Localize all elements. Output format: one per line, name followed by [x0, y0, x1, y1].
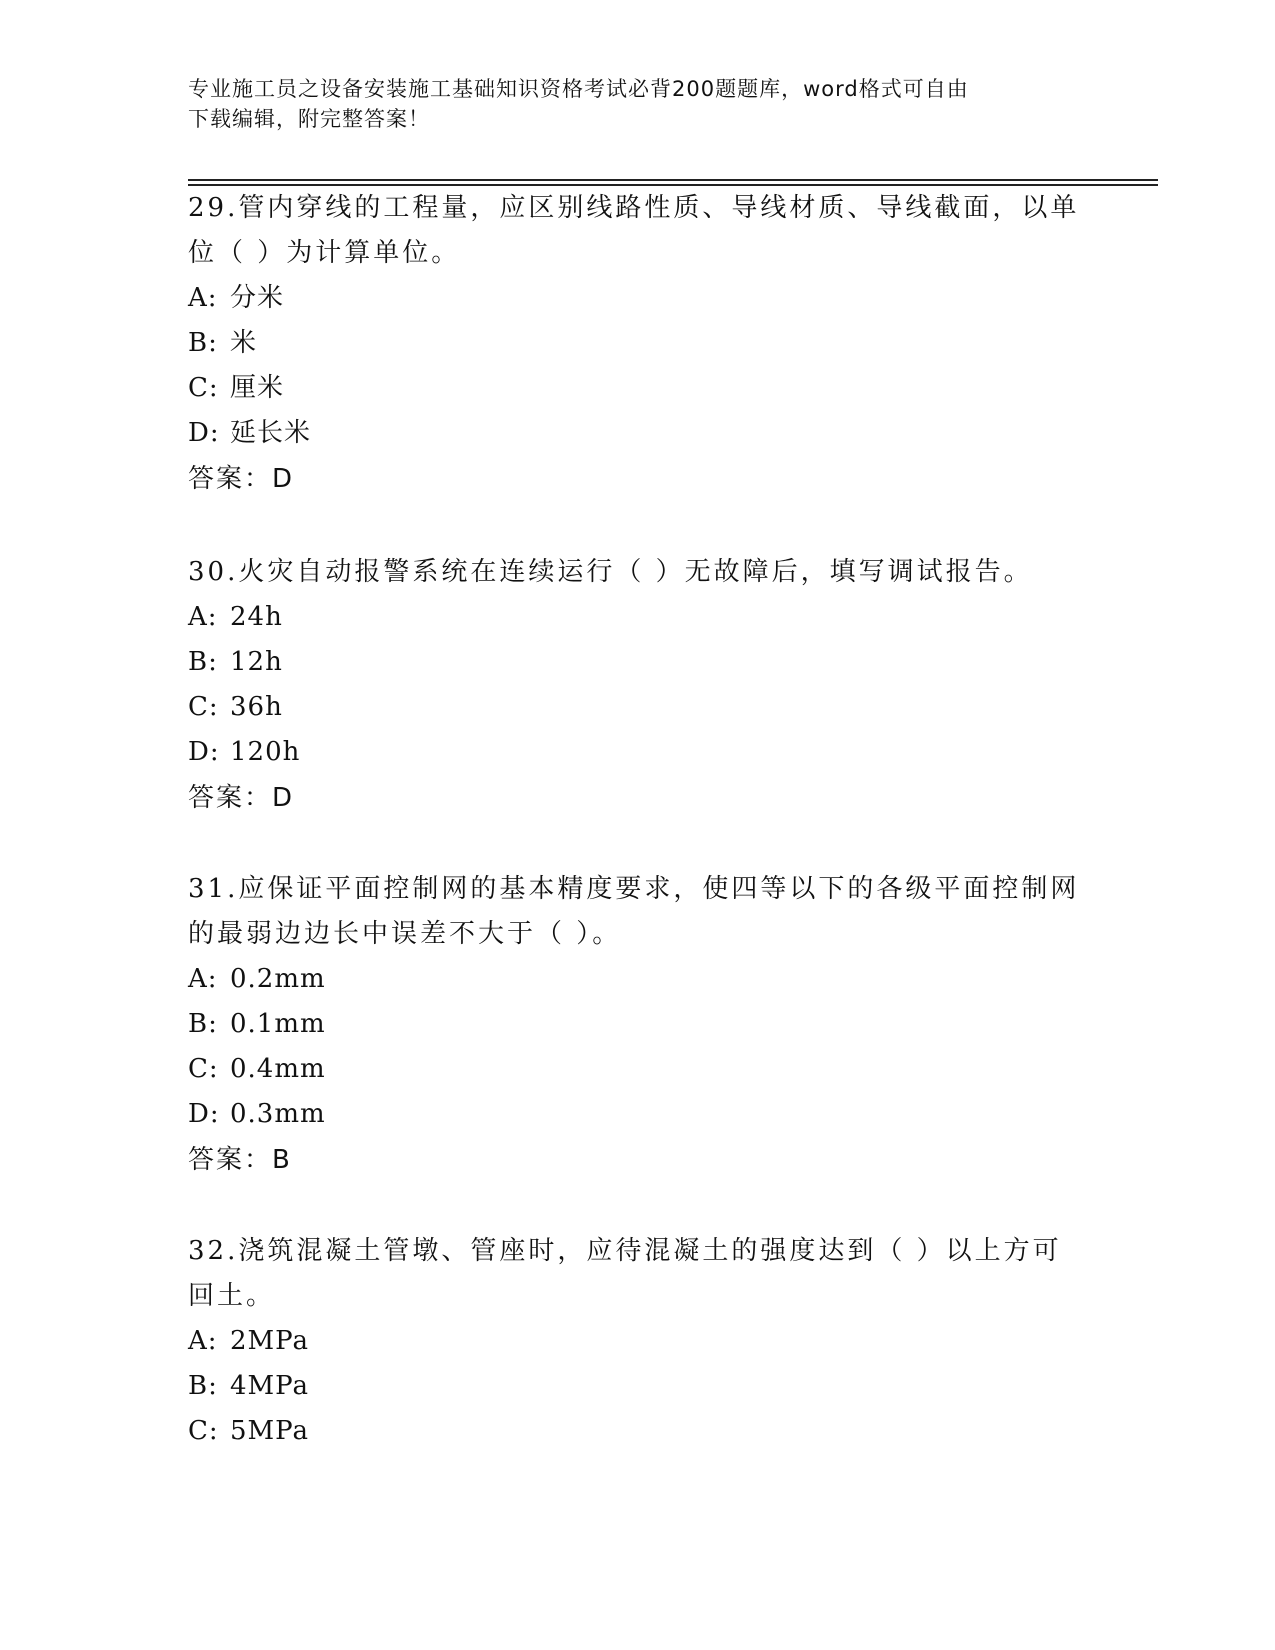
option-b: B: 12h — [188, 647, 283, 677]
option-c: C: 厘米 — [188, 373, 285, 403]
header-line-2: 下载编辑，附完整答案！ — [188, 107, 430, 131]
option-c: C: 5MPa — [188, 1416, 309, 1446]
question-text: 32.浇筑混凝土管墩、管座时，应待混凝土的强度达到（ ）以上方可 回土。 — [188, 1236, 1062, 1311]
answer: 答案：D — [188, 464, 295, 494]
document-header — [188, 74, 1088, 134]
option-a: A: 2MPa — [188, 1326, 309, 1356]
option-b: B: 米 — [188, 328, 258, 358]
option-c: C: 0.4mm — [188, 1054, 326, 1084]
question-text: 31.应保证平面控制网的基本精度要求，使四等以下的各级平面控制网 的最弱边边长中误差不大于（ ）。 — [188, 874, 1080, 949]
question-29 — [188, 186, 1088, 502]
option-b: B: 0.1mm — [188, 1009, 326, 1039]
option-c: C: 36h — [188, 692, 283, 722]
option-a: A: 24h — [188, 602, 283, 632]
question-text: 30.火灾自动报警系统在连续运行（ ）无故障后，填写调试报告。 — [188, 557, 1033, 587]
question-32 — [188, 1229, 1088, 1454]
option-b: B: 4MPa — [188, 1371, 309, 1401]
question-text: 29.管内穿线的工程量，应区别线路性质、导线材质、导线截面，以单 位（ ）为计算单位。 — [188, 193, 1080, 268]
option-d: D: 0.3mm — [188, 1099, 326, 1129]
question-31 — [188, 867, 1088, 1183]
option-d: D: 延长米 — [188, 418, 312, 448]
option-d: D: 120h — [188, 737, 301, 767]
option-a: A: 0.2mm — [188, 964, 326, 994]
header-line-1: 专业施工员之设备安装施工基础知识资格考试必背200题题库，word格式可自由 — [188, 77, 969, 101]
header-divider-top — [188, 179, 1158, 181]
answer: 答案：D — [188, 783, 295, 813]
option-a: A: 分米 — [188, 283, 285, 313]
question-30 — [188, 550, 1088, 821]
answer: 答案：B — [188, 1145, 292, 1175]
